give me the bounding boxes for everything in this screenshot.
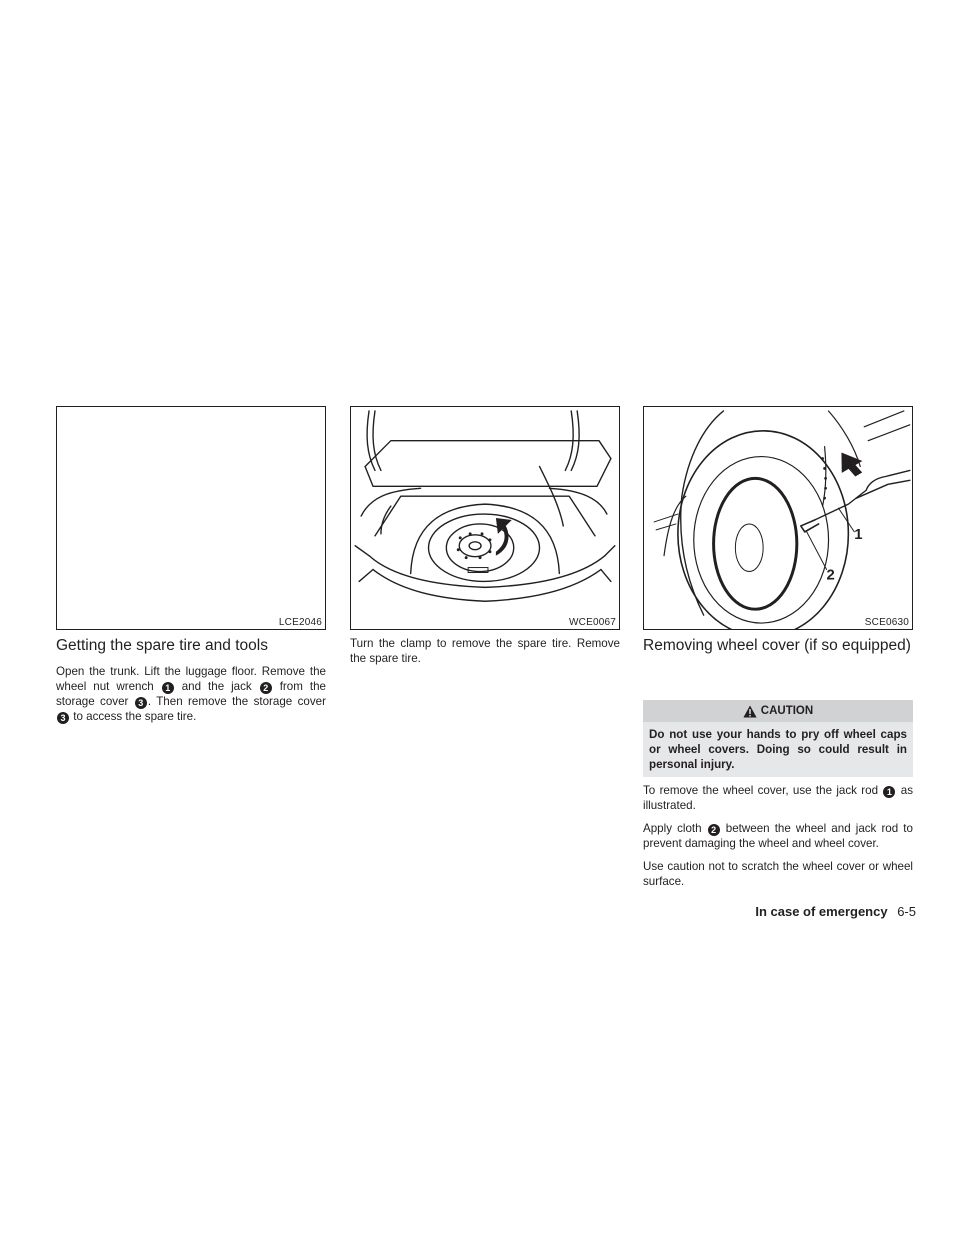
paragraph: Apply cloth 2 between the wheel and jack rod to prevent damaging the wheel and wheel cover.	[643, 822, 913, 850]
figure-code: SCE0630	[864, 617, 909, 628]
column-middle	[350, 636, 620, 674]
callout-2-icon: 2	[260, 682, 272, 694]
paragraph: Use caution not to scratch the wheel cover or wheel surface.	[643, 860, 913, 888]
caution-label: CAUTION	[760, 705, 814, 717]
trunk-illustration	[351, 407, 619, 629]
page-number: 6-5	[897, 904, 916, 919]
column-left	[56, 636, 326, 732]
page-footer	[755, 904, 916, 919]
caution-box	[643, 700, 913, 777]
column-right	[643, 636, 913, 897]
callout-3-icon: 3	[135, 697, 147, 709]
caution-header	[643, 700, 913, 722]
callout-2: 2	[826, 567, 835, 584]
wheel-cover-illustration	[644, 407, 912, 629]
section-title: Removing wheel cover (if so equipped)	[643, 637, 911, 654]
caution-text: Do not use your hands to pry off wheel caps or wheel covers. Doing so could result in personal injury.	[643, 722, 913, 777]
figure-trunk-spare-tire	[350, 406, 620, 630]
figure-code: LCE2046	[278, 617, 322, 628]
pry-arrow-icon	[833, 446, 867, 482]
callout-1-icon: 1	[883, 786, 895, 798]
callout-3-icon: 3	[57, 712, 69, 724]
section-title: Getting the spare tire and tools	[56, 637, 268, 654]
figure-code: WCE0067	[569, 617, 616, 628]
callout-1: 1	[854, 526, 863, 543]
callout-2-icon: 2	[708, 824, 720, 836]
paragraph: Open the trunk. Lift the luggage floor. Remove the wheel nut wrench 1 and the jack 2 from the storage cover 3 . Then remove the storage cover 3 to access the spare tire.	[56, 665, 326, 723]
figure-spare-tire-tools	[56, 406, 326, 630]
warning-icon	[743, 705, 757, 718]
figure-wheel-cover	[643, 406, 913, 630]
footer-section: In case of emergency	[755, 904, 888, 919]
paragraph: Turn the clamp to remove the spare tire. Remove the spare tire.	[350, 637, 620, 665]
paragraph: To remove the wheel cover, use the jack rod 1 as illustrated.	[643, 784, 913, 812]
callout-1-icon: 1	[162, 682, 174, 694]
